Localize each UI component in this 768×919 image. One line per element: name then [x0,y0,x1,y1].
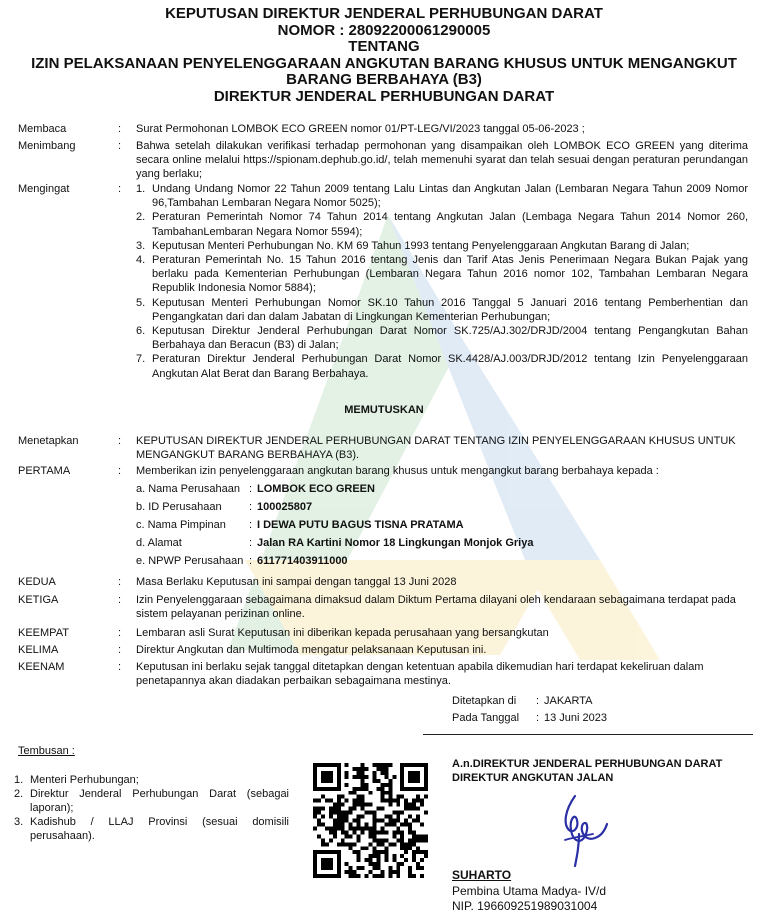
mengingat-list [136,182,748,381]
header-subject-1: IZIN PELAKSANAAN PENYELENGGARAAN ANGKUTAN BARANG KHUSUS UNTUK MENGANGKUT [31,54,737,72]
decree-page: KEPUTUSAN DIREKTUR JENDERAL PERHUBUNGAN DARAT NOMOR : 28092200061290005 TENTANG IZIN PELAKSANAAN PENYELENGGARAAN ANGKUTAN BARANG KHUSUS UNTUK MENGANGKUT BARANG BERBAHAYA (B3) DIREKTUR JENDERAL PERHUBUNGAN DARAT Membaca : Surat Permohonan LOMBOK ECO GREEN nomor 01/PT-LEG/VI/2023 tanggal 05-06-2023 ; Menimbang : Bahwa setelah dilakukan verifikasi terhadap permohonan yang disampaikan oleh LOMBOK ECO GREEN yang diterima secara online melalui https://spionam.dephub.go.id/, telah memenuhi syarat dan telah sesuai dengan peraturan perundangan yang berlaku; Mengingat : 1. Undang Undang Nomor 22 Tahun 2009 tentang Lalu Lintas dan Angkutan Jalan (Lembaran Negara Tahun 2009 Nomor 96,Tambahan Lembaran Negara Nomor 5025); 2. Peraturan Pemerintah Nomor 74 Tahun 2014 tentang Angkutan Jalan (Lembaga Negara Tahun 2014 Nomor 260, TambahanLembaran Negara Nomor 5594); 3. Keputusan Menteri Perhubungan No. KM 69 Tahun 1993 tentang Penyelenggaraan Angkutan Barang di Jalan; 4. Peraturan Pemerintah No. 15 Tahun 2016 tentang Jenis dan Tarif Atas Jenis Penerimaan Negara Bukan Pajak yang berlaku pada Kementerian Perhubungan (Lembaran Negara Tahun 2016 nomor 102, Tambahan Lembaran Negara Republik Indonesia Nomor 5884); 5. Keputusan Menteri Perhubungan Nomor SK.10 Tahun 2016 Tanggal 5 Januari 2016 tentang Pemberhentian dan Pengangkatan dari dan dalam Jabatan di Lingkungan Kementerian Perhubungan; 6. Keputusan Direktur Jenderal Perhubungan Darat Nomor SK.725/AJ.302/DRJD/2004 tentang Pengangkutan Bahan Berbahaya dan Beracun (B3) di Jalan; 7. Peraturan Direktur Jenderal Perhubungan Darat Nomor SK.4428/AJ.003/DRJD/2012 tentang Izin Penyelenggaraan Angkutan Alat Berat dan Barang Berbahaya. MEMUTUSKAN Menetapkan : KEPUTUSAN DIREKTUR JENDERAL PERHUBUNGAN DARAT TENTANG IZIN PENYELENGGARAAN KHUSUS UNTUK MENGANGKUT BARANG BERBAHAYA (B3). PERTAMA : Memberikan izin penyelenggaraan angkutan barang khusus untuk mengangkut barang berbahaya kepada : a. Nama Perusahaan : LOMBOK ECO GREEN b. ID Perusahaan : 100025807 c. Nama Pimpinan : I DEWA PUTU BAGUS TISNA PRATAMA d. Alamat : Jalan RA Kartini Nomor 18 Lingkungan Monjok Griya e. NPWP Perusahaan : 611771403911000 KEDUA : Masa Berlaku Keputusan ini sampai dengan tanggal 13 Juni 2028 KETIGA : Izin Penyelenggaraan sebagaimana dimaksud dalam Diktum Pertama dilayani oleh kendaraan sebagaimana terdapat pada sistem pelayanan perizinan online. KEEMPAT : Lembaran asli Surat Keputusan ini diberikan kepada perusahaan yang bersangkutan KELIMA : Direktur Angkutan dan Multimoda mengatur pelaksanaan Keputusan ini. KEENAM : Keputusan ini berlaku sejak tanggal ditetapkan dengan ketentuan apabila dikemudian hari terdapat kekeliruan dalam penetapannya akan diadakan perbaikan sebagaimana mestinya. Ditetapkan di : JAKARTA Pada Tanggal : 13 Juni 2023 Tembusan : 1. Menteri Perhubungan; 2. Direktur Jenderal Perhubungan Darat (sebagai laporan); 3. Kadishub / LLAJ Provinsi (sesuai domisili perusahaan). A.n.DIREKTUR JENDERAL PERHUBUNGAN DARAT DIREKTUR ANGKUTAN JALAN SUHARTO Pembina Utama Madya- IV/d NIP. 196609251989031004 [0,0,768,919]
keenam-label: KEENAM [18,661,65,673]
kedua-label: KEDUA [18,576,56,588]
keempat-label: KEEMPAT [18,627,69,639]
signer-rank: Pembina Utama Madya- IV/d [452,884,607,898]
keempat-text: Lembaran asli Surat Keputusan ini diberikan kepada perusahaan yang bersangkutan [136,627,549,639]
header-number: NOMOR : 28092200061290005 [277,21,491,39]
document-header [0,6,768,106]
header-title: KEPUTUSAN DIREKTUR JENDERAL PERHUBUNGAN DARAT [165,5,603,22]
keenam-text: Keputusan ini berlaku sejak tanggal ditetapkan dengan ketentuan apabila dikemudian hari terdapat kekeliruan dalam penetapannya akan diadakan perbaikan sebagaimana mestinya. [136,661,704,688]
ketiga-label: KETIGA [18,594,59,606]
menetapkan-text: KEPUTUSAN DIREKTUR JENDERAL PERHUBUNGAN DARAT TENTANG IZIN PENYELENGGARAAN KHUSUS UNTUK MENGANGKUT BARANG BERBAHAYA (B3). [136,435,736,462]
menimbang-text: Bahwa setelah dilakukan verifikasi terhadap permohonan yang disampaikan oleh LOMBOK ECO GREEN yang diterima secara online melalui https://spionam.dephub.go.id/, telah memenuhi syarat dan telah sesuai dengan peraturan perundangan yang berlaku; [136,140,748,181]
list-item: 1. Undang Undang Nomor 22 Tahun 2009 tentang Lalu Lintas dan Angkutan Jalan (Lembaran Negara Tahun 2009 Nomor 96,Tambahan Lembaran Negara Nomor 5025); [136,183,748,210]
pertama-text: Memberikan izin penyelenggaraan angkutan barang khusus untuk mengangkut barang berbahaya kepada : [136,465,659,477]
list-item: 3. Kadishub / LLAJ Provinsi (sesuai domisili perusahaan). [14,816,289,842]
header-subject-2: BARANG BERBAHAYA (B3) [286,71,482,89]
company-npwp: 611771403911000 [257,555,348,567]
signer-line-2: DIREKTUR ANGKUTAN JALAN [452,772,614,784]
list-item: 1. Menteri Perhubungan; [14,774,139,786]
menetapkan-label: Menetapkan [18,435,79,447]
menimbang-label: Menimbang [18,140,76,152]
header-tentang: TENTANG [348,38,420,56]
kedua-text: Masa Berlaku Keputusan ini sampai dengan tanggal 13 Juni 2028 [136,576,457,588]
list-item: 3. Keputusan Menteri Perhubungan No. KM 69 Tahun 1993 tentang Penyelenggaraan Angkutan Barang di Jalan; [136,239,690,252]
qr-code-icon [313,763,428,878]
signer-rank-block [452,884,606,914]
list-item: 6. Keputusan Direktur Jenderal Perhubungan Darat Nomor SK.725/AJ.302/DRJD/2004 tentang Pengangkutan Bahan Berbahaya dan Beracun (B3) di Jalan; [136,325,748,352]
list-item: 5. Keputusan Menteri Perhubungan Nomor SK.10 Tahun 2016 Tanggal 5 Januari 2016 tentang Pemberhentian dan Pengangkatan dari dan dalam Jabatan di Lingkungan Kementerian Perhubungan; [136,296,748,323]
signer-line-1: A.n.DIREKTUR JENDERAL PERHUBUNGAN DARAT [452,758,723,770]
ketiga-text: Izin Penyelenggaraan sebagaimana dimaksud dalam Diktum Pertama dilayani oleh kendaraan sebagaimana terdapat pada sistem pelayanan perizinan online. [136,594,736,621]
company-name: LOMBOK ECO GREEN [257,483,375,495]
list-item: 7. Peraturan Direktur Jenderal Perhubungan Darat Nomor SK.4428/AJ.003/DRJD/2012 tentang Izin Penyelenggaraan Angkutan Alat Berat dan Barang Berbahaya. [136,353,748,380]
tembusan-list [14,773,289,843]
company-id: 100025807 [257,501,313,513]
kelima-text: Direktur Angkutan dan Multimoda mengatur pelaksanaan Keputusan ini. [136,644,487,656]
memutuskan-heading: MEMUTUSKAN [344,404,424,416]
company-leader: I DEWA PUTU BAGUS TISNA PRATAMA [257,519,464,531]
signer-nip: NIP. 196609251989031004 [452,899,598,913]
mengingat-label: Mengingat [18,183,70,195]
kelima-label: KELIMA [18,644,59,656]
signer-name: SUHARTO [452,868,512,882]
membaca-label: Membaca [18,123,67,135]
signature-mark [535,790,625,870]
membaca-text: Surat Permohonan LOMBOK ECO GREEN nomor 01/PT-LEG/VI/2023 tanggal 05-06-2023 ; [136,123,585,135]
list-item: 4. Peraturan Pemerintah No. 15 Tahun 2016 tentang Jenis dan Tarif Atas Jenis Penerimaan Negara Bukan Pajak yang berlaku pada Kementerian Perhubungan (Lembaran Negara Tahun 2016 nomor 102, Tambahan Lembaran Negara Republik Indonesia Nomor 5884); [136,254,748,295]
signer-title [452,757,722,785]
list-item: 2. Peraturan Pemerintah Nomor 74 Tahun 2014 tentang Angkutan Jalan (Lembaga Negara Tahun 2014 Nomor 260, TambahanLembaran Negara Nomor 5594); [136,211,748,238]
tembusan-title: Tembusan : [18,745,75,757]
pertama-label: PERTAMA [18,465,71,477]
header-issuer: DIREKTUR JENDERAL PERHUBUNGAN DARAT [213,87,555,105]
company-address: Jalan RA Kartini Nomor 18 Lingkungan Monjok Griya [257,537,534,549]
signature-divider [423,734,753,735]
list-item: 2. Direktur Jenderal Perhubungan Darat (sebagai laporan); [14,788,289,814]
